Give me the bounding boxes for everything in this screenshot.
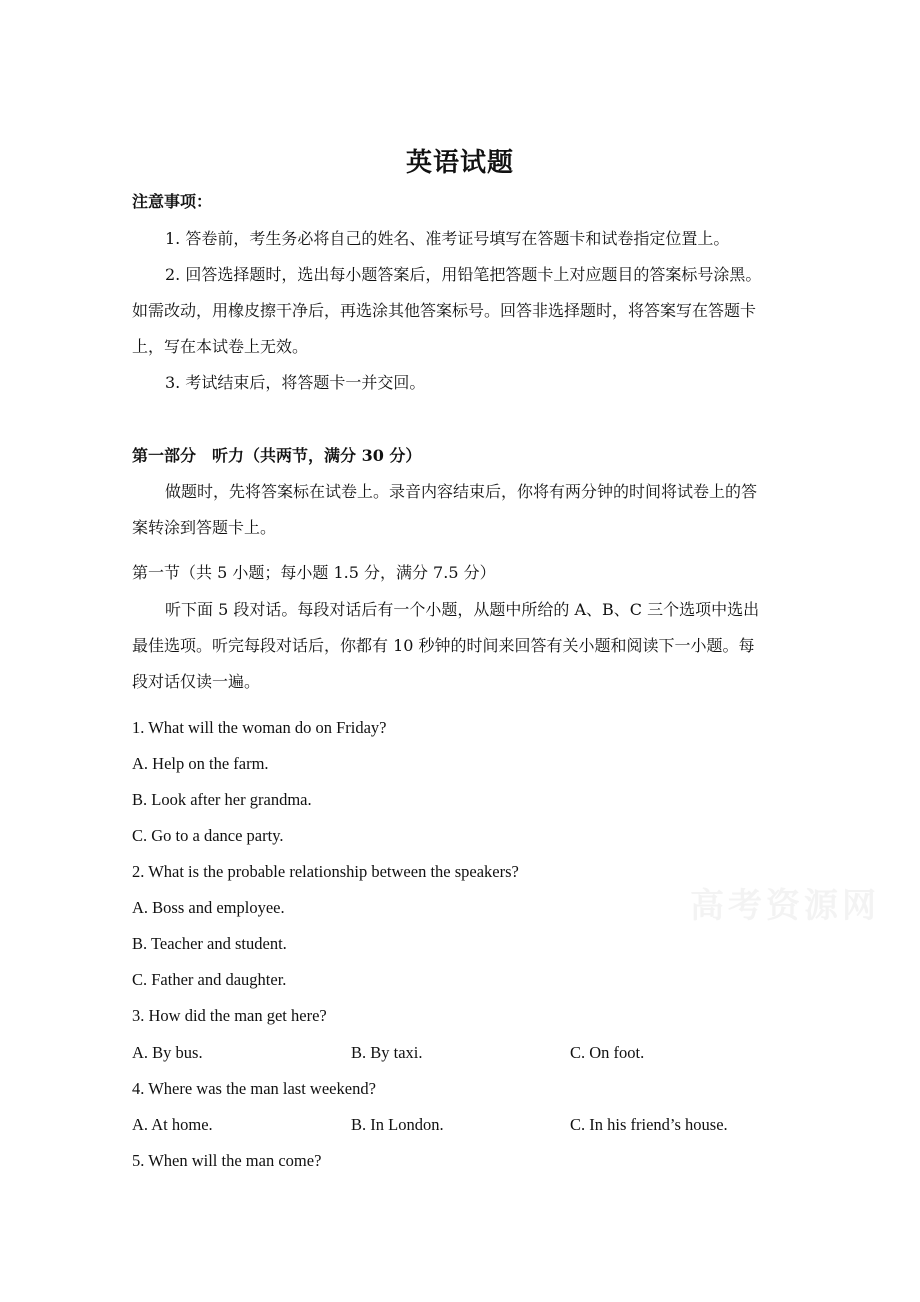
question-4-stem: 4. Where was the man last weekend? bbox=[132, 1079, 376, 1098]
notice-item-2-line-2: 如需改动，用橡皮擦干净后，再选涂其他答案标号。回答非选择题时，将答案写在答题卡 bbox=[132, 301, 757, 320]
question-3-option-c: C. On foot. bbox=[570, 1043, 645, 1062]
question-3-stem: 3. How did the man get here? bbox=[132, 1006, 327, 1025]
question-1-option-c: C. Go to a dance party. bbox=[132, 826, 284, 845]
question-2-option-b: B. Teacher and student. bbox=[132, 934, 287, 953]
question-3-option-a: A. By bus. bbox=[132, 1043, 203, 1062]
part1-heading: 第一部分 听力（共两节，满分 30 分） bbox=[132, 446, 422, 465]
question-4-option-a: A. At home. bbox=[132, 1115, 213, 1134]
question-2-option-a: A. Boss and employee. bbox=[132, 898, 285, 917]
question-5-stem: 5. When will the man come? bbox=[132, 1151, 322, 1170]
section1-heading: 第一节（共 5 小题；每小题 1.5 分，满分 7.5 分） bbox=[132, 563, 496, 582]
part1-intro-line-1: 做题时，先将答案标在试卷上。录音内容结束后，你将有两分钟的时间将试卷上的答 bbox=[165, 482, 758, 501]
part1-intro-line-2: 案转涂到答题卡上。 bbox=[132, 518, 277, 537]
watermark: 高考资源网 bbox=[690, 886, 880, 926]
notice-item-1: 1. 答卷前，考生务必将自己的姓名、准考证号填写在答题卡和试卷指定位置上。 bbox=[165, 229, 730, 248]
question-3-option-b: B. By taxi. bbox=[351, 1043, 423, 1062]
notice-item-3: 3. 考试结束后，将答题卡一并交回。 bbox=[165, 373, 426, 392]
section1-instructions-line-3: 段对话仅读一遍。 bbox=[132, 672, 261, 691]
question-1-stem: 1. What will the woman do on Friday? bbox=[132, 718, 387, 737]
question-2-stem: 2. What is the probable relationship between the speakers? bbox=[132, 862, 519, 881]
question-4-option-c: C. In his friend’s house. bbox=[570, 1115, 728, 1134]
section1-instructions-line-2: 最佳选项。听完每段对话后，你都有 10 秒钟的时间来回答有关小题和阅读下一小题。每 bbox=[132, 636, 755, 655]
section1-instructions-line-1: 听下面 5 段对话。每段对话后有一个小题，从题中所给的 A、B、C 三个选项中选出 bbox=[165, 600, 760, 619]
question-1-option-a: A. Help on the farm. bbox=[132, 754, 269, 773]
page-title: 英语试题 bbox=[405, 148, 514, 178]
question-2-option-c: C. Father and daughter. bbox=[132, 970, 287, 989]
question-4-option-b: B. In London. bbox=[351, 1115, 444, 1134]
question-1-option-b: B. Look after her grandma. bbox=[132, 790, 312, 809]
notice-item-2-line-1: 2. 回答选择题时，选出每小题答案后，用铅笔把答题卡上对应题目的答案标号涂黑。 bbox=[165, 265, 762, 284]
notice-heading: 注意事项： bbox=[132, 192, 213, 211]
notice-item-2-line-3: 上，写在本试卷上无效。 bbox=[132, 337, 309, 356]
